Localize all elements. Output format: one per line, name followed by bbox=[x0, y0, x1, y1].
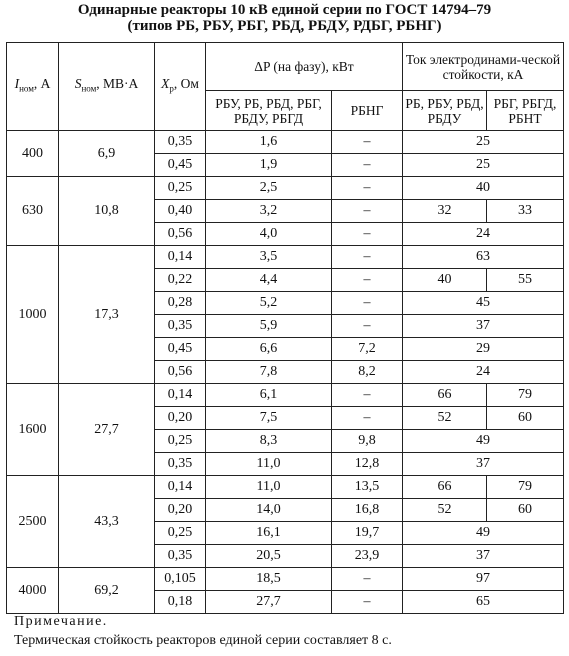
cell-tok-2: 79 bbox=[487, 384, 564, 407]
cell-dp-1: 5,9 bbox=[206, 315, 332, 338]
cell-tok-merged: 49 bbox=[403, 430, 564, 453]
title-line-2: (типов РБ, РБУ, РБГ, РБД, РБДУ, РДБГ, РБНГ) bbox=[127, 18, 442, 34]
cell-inom: 1600 bbox=[7, 384, 59, 476]
cell-dp-1: 6,1 bbox=[206, 384, 332, 407]
cell-xr: 0,25 bbox=[155, 522, 206, 545]
cell-tok-2: 55 bbox=[487, 269, 564, 292]
cell-xr: 0,40 bbox=[155, 200, 206, 223]
cell-snom: 69,2 bbox=[59, 568, 155, 614]
cell-tok-1: 32 bbox=[403, 200, 487, 223]
cell-tok-merged: 24 bbox=[403, 361, 564, 384]
cell-tok-merged: 37 bbox=[403, 545, 564, 568]
header-dp: ΔP (на фазу), кВт bbox=[206, 43, 403, 91]
table-row bbox=[7, 131, 564, 154]
cell-dp-2: – bbox=[332, 154, 403, 177]
cell-dp-2: 19,7 bbox=[332, 522, 403, 545]
table-row bbox=[7, 476, 564, 499]
cell-dp-1: 11,0 bbox=[206, 476, 332, 499]
cell-inom: 1000 bbox=[7, 246, 59, 384]
table-title bbox=[0, 0, 569, 34]
cell-snom: 27,7 bbox=[59, 384, 155, 476]
header-snom: $S_{ном}$, МВ·А bbox=[59, 43, 155, 131]
cell-xr: 0,22 bbox=[155, 269, 206, 292]
cell-dp-2: – bbox=[332, 131, 403, 154]
cell-dp-1: 8,3 bbox=[206, 430, 332, 453]
title-line-1: Одинарные реакторы 10 кВ единой серии по ГОСТ 14794–79 bbox=[77, 2, 492, 18]
cell-dp-2: 12,8 bbox=[332, 453, 403, 476]
cell-xr: 0,35 bbox=[155, 453, 206, 476]
cell-snom: 6,9 bbox=[59, 131, 155, 177]
cell-dp-1: 5,2 bbox=[206, 292, 332, 315]
cell-inom: 2500 bbox=[7, 476, 59, 568]
cell-xr: 0,56 bbox=[155, 361, 206, 384]
cell-dp-1: 1,9 bbox=[206, 154, 332, 177]
cell-dp-2: 13,5 bbox=[332, 476, 403, 499]
cell-dp-2: 23,9 bbox=[332, 545, 403, 568]
cell-inom: 630 bbox=[7, 177, 59, 246]
cell-dp-2: – bbox=[332, 407, 403, 430]
cell-xr: 0,45 bbox=[155, 154, 206, 177]
table-body bbox=[7, 131, 564, 614]
cell-xr: 0,14 bbox=[155, 476, 206, 499]
table-row bbox=[7, 177, 564, 200]
cell-xr: 0,25 bbox=[155, 177, 206, 200]
header-tok-col2: РБГ, РБГД, РБНТ bbox=[487, 91, 564, 131]
cell-tok-merged: 63 bbox=[403, 246, 564, 269]
reactor-table bbox=[6, 42, 564, 614]
cell-tok-merged: 25 bbox=[403, 154, 564, 177]
header-dp-col1: РБУ, РБ, РБД, РБГ, РБДУ, РБГД bbox=[206, 91, 332, 131]
cell-tok-merged: 24 bbox=[403, 223, 564, 246]
cell-xr: 0,25 bbox=[155, 430, 206, 453]
cell-dp-2: – bbox=[332, 591, 403, 614]
cell-dp-1: 18,5 bbox=[206, 568, 332, 591]
cell-dp-2: 7,2 bbox=[332, 338, 403, 361]
cell-dp-1: 4,0 bbox=[206, 223, 332, 246]
cell-tok-2: 60 bbox=[487, 407, 564, 430]
cell-tok-merged: 37 bbox=[403, 453, 564, 476]
header-inom: $I_{ном}$, А bbox=[7, 43, 59, 131]
header-tok-col1: РБ, РБУ, РБД, РБДУ bbox=[403, 91, 487, 131]
cell-tok-merged: 40 bbox=[403, 177, 564, 200]
cell-xr: 0,35 bbox=[155, 545, 206, 568]
cell-snom: 43,3 bbox=[59, 476, 155, 568]
cell-tok-merged: 45 bbox=[403, 292, 564, 315]
cell-dp-2: – bbox=[332, 315, 403, 338]
cell-dp-1: 7,5 bbox=[206, 407, 332, 430]
table-row bbox=[7, 384, 564, 407]
cell-xr: 0,105 bbox=[155, 568, 206, 591]
table-row bbox=[7, 246, 564, 269]
cell-tok-1: 52 bbox=[403, 499, 487, 522]
cell-xr: 0,35 bbox=[155, 131, 206, 154]
cell-tok-merged: 97 bbox=[403, 568, 564, 591]
cell-tok-2: 33 bbox=[487, 200, 564, 223]
note-label: Примечание. bbox=[14, 614, 108, 629]
cell-dp-2: 16,8 bbox=[332, 499, 403, 522]
cell-dp-2: – bbox=[332, 200, 403, 223]
note-text: Термическая стойкость реакторов единой серии составляет 8 с. bbox=[14, 633, 392, 648]
cell-tok-merged: 49 bbox=[403, 522, 564, 545]
cell-dp-1: 16,1 bbox=[206, 522, 332, 545]
cell-dp-1: 4,4 bbox=[206, 269, 332, 292]
cell-xr: 0,28 bbox=[155, 292, 206, 315]
cell-tok-1: 40 bbox=[403, 269, 487, 292]
cell-tok-merged: 37 bbox=[403, 315, 564, 338]
cell-dp-1: 27,7 bbox=[206, 591, 332, 614]
cell-dp-2: – bbox=[332, 384, 403, 407]
table-row bbox=[7, 568, 564, 591]
cell-xr: 0,20 bbox=[155, 407, 206, 430]
cell-xr: 0,56 bbox=[155, 223, 206, 246]
cell-dp-1: 1,6 bbox=[206, 131, 332, 154]
cell-dp-2: 8,2 bbox=[332, 361, 403, 384]
cell-dp-1: 2,5 bbox=[206, 177, 332, 200]
cell-snom: 17,3 bbox=[59, 246, 155, 384]
cell-dp-2: – bbox=[332, 177, 403, 200]
cell-dp-1: 14,0 bbox=[206, 499, 332, 522]
cell-snom: 10,8 bbox=[59, 177, 155, 246]
header-tok: Ток электродинами-ческой стойкости, кА bbox=[403, 43, 564, 91]
cell-dp-1: 11,0 bbox=[206, 453, 332, 476]
cell-dp-2: – bbox=[332, 269, 403, 292]
cell-tok-2: 79 bbox=[487, 476, 564, 499]
cell-dp-2: 9,8 bbox=[332, 430, 403, 453]
cell-dp-1: 3,5 bbox=[206, 246, 332, 269]
cell-xr: 0,20 bbox=[155, 499, 206, 522]
cell-tok-1: 66 bbox=[403, 384, 487, 407]
cell-xr: 0,14 bbox=[155, 246, 206, 269]
cell-inom: 4000 bbox=[7, 568, 59, 614]
note bbox=[14, 612, 392, 650]
cell-tok-merged: 29 bbox=[403, 338, 564, 361]
cell-xr: 0,18 bbox=[155, 591, 206, 614]
cell-tok-merged: 25 bbox=[403, 131, 564, 154]
cell-dp-1: 3,2 bbox=[206, 200, 332, 223]
cell-xr: 0,35 bbox=[155, 315, 206, 338]
header-dp-col2: РБНГ bbox=[332, 91, 403, 131]
cell-tok-merged: 65 bbox=[403, 591, 564, 614]
cell-tok-2: 60 bbox=[487, 499, 564, 522]
cell-dp-1: 7,8 bbox=[206, 361, 332, 384]
cell-tok-1: 66 bbox=[403, 476, 487, 499]
cell-dp-2: – bbox=[332, 223, 403, 246]
cell-dp-2: – bbox=[332, 292, 403, 315]
cell-xr: 0,14 bbox=[155, 384, 206, 407]
header-xr: $X_р$, Ом bbox=[155, 43, 206, 131]
cell-inom: 400 bbox=[7, 131, 59, 177]
cell-dp-1: 6,6 bbox=[206, 338, 332, 361]
cell-tok-1: 52 bbox=[403, 407, 487, 430]
cell-dp-1: 20,5 bbox=[206, 545, 332, 568]
cell-xr: 0,45 bbox=[155, 338, 206, 361]
cell-dp-2: – bbox=[332, 568, 403, 591]
cell-dp-2: – bbox=[332, 246, 403, 269]
